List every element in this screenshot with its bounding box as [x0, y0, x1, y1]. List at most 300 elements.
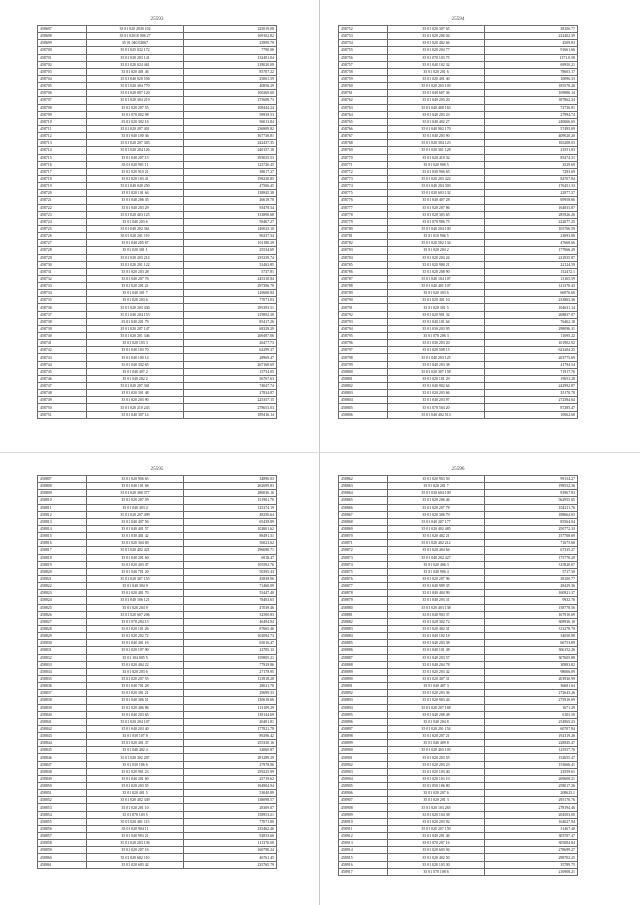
table-row	[339, 397, 578, 404]
record-id-cell: 458911	[339, 825, 388, 832]
table-row	[339, 711, 578, 718]
record-id-cell: 458711	[38, 125, 87, 132]
table-row	[339, 854, 578, 861]
account-code-cell: 35 01 040 204 78	[388, 661, 485, 668]
table-row	[339, 518, 578, 525]
record-id-cell: 458801	[339, 375, 388, 382]
amount-cell: 111376.08	[184, 840, 277, 847]
record-id-cell: 458787	[339, 275, 388, 282]
record-id-cell: 458788	[339, 283, 388, 290]
table-row	[38, 511, 277, 518]
record-id-cell: 458886	[339, 647, 388, 654]
table-row	[339, 690, 578, 697]
record-id-cell: 458777	[339, 204, 388, 211]
amount-cell: 77071.03	[184, 297, 277, 304]
account-code-cell: 35 01 040 203 20	[388, 97, 485, 104]
table-row	[38, 561, 277, 568]
amount-cell: 67335.27	[485, 547, 578, 554]
amount-cell: 77071.80	[184, 818, 277, 825]
account-code-cell: 35 01 020 402 50	[388, 854, 485, 861]
account-code-cell: 35 01 070 002 98	[87, 111, 184, 118]
table-row	[38, 711, 277, 718]
record-id-cell: 458910	[339, 818, 388, 825]
record-id-cell: 458784	[339, 254, 388, 261]
table-row	[38, 768, 277, 775]
record-id-cell: 458848	[38, 768, 87, 775]
amount-cell: 164627.94	[485, 818, 578, 825]
account-code-cell: 35 01 040 203 31	[388, 597, 485, 604]
amount-cell: 58939.53	[184, 111, 277, 118]
record-id-cell: 458899	[339, 740, 388, 747]
amount-cell: 11095.22	[485, 333, 578, 340]
amount-cell: 218020.08	[184, 61, 277, 68]
account-code-cell: 35 01 020 402 66	[388, 40, 485, 47]
table-row	[339, 797, 578, 804]
record-id-cell: 458748	[38, 390, 87, 397]
amount-cell: 285926.26	[485, 211, 578, 218]
account-code-cell: 35 01 040 208 48	[388, 711, 485, 718]
record-id-cell: 458908	[339, 804, 388, 811]
account-code-cell: 35 01 020 307 158	[388, 368, 485, 375]
account-code-cell: 35 01 020 203 23	[388, 761, 485, 768]
amount-cell: 250772.33	[485, 525, 578, 532]
amount-cell: 225357.15	[184, 397, 277, 404]
table-row	[339, 683, 578, 690]
account-code-cell: 35 01 040 402 513	[388, 411, 485, 418]
record-id-cell: 458914	[339, 847, 388, 854]
table-row	[339, 275, 578, 282]
amount-cell: 38100.77	[485, 575, 578, 582]
record-id-cell: 458759	[339, 75, 388, 82]
amount-cell: 28969.47	[184, 354, 277, 361]
amount-cell: 9932.76	[485, 597, 578, 604]
account-code-cell: 35 01 020 302 16	[87, 118, 184, 125]
record-id-cell: 458724	[38, 218, 87, 225]
amount-cell: 268837.07	[485, 311, 578, 318]
table-row	[339, 347, 578, 354]
table-row	[38, 611, 277, 618]
record-id-cell: 458881	[339, 611, 388, 618]
account-code-cell: 35 01 040 101 68	[87, 483, 184, 490]
amount-cell: 71460.09	[184, 583, 277, 590]
amount-cell: 293025.53	[184, 154, 277, 161]
amount-cell: 25534.69	[184, 247, 277, 254]
table-row	[38, 847, 277, 854]
table-row	[38, 583, 277, 590]
account-code-cell: 35 01 030 106 6	[87, 761, 184, 768]
amount-cell: 47506.45	[184, 183, 277, 190]
record-id-cell: 458897	[339, 725, 388, 732]
account-code-cell: 35 01 020 101 64	[87, 190, 184, 197]
table-row	[38, 704, 277, 711]
amount-cell: 46494.94	[184, 618, 277, 625]
amount-cell: 298702.25	[485, 854, 578, 861]
record-id-cell: 458900	[339, 747, 388, 754]
record-id-cell: 458742	[38, 347, 87, 354]
table-row	[38, 554, 277, 561]
account-code-cell: 35 01 030 401 42	[87, 533, 184, 540]
account-code-cell: 35 01 020 301 128	[388, 147, 485, 154]
table-row	[38, 97, 277, 104]
amount-cell: 298096.31	[485, 325, 578, 332]
account-code-cell: 35 01 020 201 154	[388, 725, 485, 732]
amount-cell: 308936.10	[485, 618, 578, 625]
amount-cell: 22977.37	[485, 190, 578, 197]
table-row	[38, 218, 277, 225]
account-code-cell: 35 01 020 204 107	[87, 718, 184, 725]
table-row	[339, 133, 578, 140]
amount-cell: 140023.10	[184, 225, 277, 232]
table-row	[339, 40, 578, 47]
record-id-cell: 458766	[339, 125, 388, 132]
record-id-cell: 458726	[38, 233, 87, 240]
record-id-cell: 458723	[38, 211, 87, 218]
amount-cell: 4509.83	[485, 40, 578, 47]
table-row	[38, 818, 277, 825]
record-id-cell: 458915	[339, 854, 388, 861]
amount-cell: 208623.1	[485, 790, 578, 797]
account-code-cell: 35 01 040 204 303	[388, 183, 485, 190]
amount-cell: 38106.77	[485, 26, 578, 33]
account-code-cell: 35 01 020 301 21	[87, 690, 184, 697]
table-row	[38, 490, 277, 497]
table-row	[339, 61, 578, 68]
record-id-cell: 458830	[38, 640, 87, 647]
table-row	[38, 75, 277, 82]
record-id-cell: 458887	[339, 654, 388, 661]
account-code-cell: 35 01 020 203 28	[87, 268, 184, 275]
account-code-cell: 35 01 040 302 65	[87, 361, 184, 368]
account-code-cell: 35 01 040 205 67	[87, 240, 184, 247]
page-number: 25593	[150, 16, 164, 22]
table-row	[38, 647, 277, 654]
table-row	[339, 718, 578, 725]
record-id-cell: 458754	[339, 40, 388, 47]
page-number: 25595	[150, 466, 164, 472]
amount-cell: 30883.82	[485, 661, 578, 668]
table-row	[339, 675, 578, 682]
amount-cell: 62299.37	[184, 347, 277, 354]
record-id-cell: 458729	[38, 254, 87, 261]
amount-cell: 254965.23	[485, 718, 578, 725]
record-id-cell: 458862	[339, 476, 388, 483]
account-code-cell: 35 01 040 201 46	[388, 833, 485, 840]
record-id-cell: 458838	[38, 697, 87, 704]
account-code-cell: 35 01 020 306 79	[388, 511, 485, 518]
account-code-cell: 35 01 020 107 90	[87, 647, 184, 654]
table-row	[38, 775, 277, 782]
table-row	[339, 725, 578, 732]
amount-cell: 225019.08	[184, 26, 277, 33]
record-id-cell: 458885	[339, 640, 388, 647]
account-code-cell: 35 01 020 402 349	[87, 797, 184, 804]
table-row	[339, 825, 578, 832]
account-code-cell: 35 01 050 106 80	[388, 783, 485, 790]
table-row	[38, 747, 277, 754]
account-code-cell: 35 01 040 104 107	[388, 275, 485, 282]
amount-cell: 259225.99	[184, 768, 277, 775]
table-row	[38, 397, 277, 404]
amount-cell: 87665.46	[184, 625, 277, 632]
table-row	[38, 190, 277, 197]
account-code-cell: 35 01 020 602 110	[87, 854, 184, 861]
account-code-cell: 35 01 020 301 5	[388, 304, 485, 311]
account-code-cell: 35 01 040 701 28	[87, 683, 184, 690]
record-id-cell: 458867	[339, 511, 388, 518]
amount-cell: 5737.81	[184, 268, 277, 275]
record-id-cell: 458799	[339, 361, 388, 368]
amount-cell: 267168.69	[184, 361, 277, 368]
amount-cell: 295393.51	[184, 304, 277, 311]
account-code-cell: 35 01 040 407 28	[388, 197, 485, 204]
table-row	[38, 140, 277, 147]
account-code-cell: 35 01 020 401 5	[87, 790, 184, 797]
table-row	[339, 597, 578, 604]
record-id-cell: 458882	[339, 618, 388, 625]
account-code-cell: 35 01 040 902 64	[388, 383, 485, 390]
account-code-cell: 35 01 020 304 770	[87, 83, 184, 90]
table-row	[38, 26, 277, 33]
record-id-cell: 458814	[38, 525, 87, 532]
table-row	[38, 47, 277, 54]
account-code-cell: 35 01 040 202 427	[388, 554, 485, 561]
amount-cell: 91661.66	[485, 47, 578, 54]
amount-cell: 101902.92	[485, 340, 578, 347]
amount-cell: 286036.16	[184, 490, 277, 497]
table-row	[38, 640, 277, 647]
amount-cell: 152655.47	[485, 754, 578, 761]
account-code-cell: 35 01 040 407 2	[87, 368, 184, 375]
amount-cell: 71917.76	[485, 368, 578, 375]
record-id-cell: 458849	[38, 775, 87, 782]
table-row	[38, 111, 277, 118]
account-code-cell: 35 01 020 103 10	[388, 775, 485, 782]
table-row	[339, 804, 578, 811]
record-id-cell: 458842	[38, 725, 87, 732]
record-id-cell: 458825	[38, 604, 87, 611]
record-id-cell: 458713	[38, 140, 87, 147]
amount-cell: 76462.18	[485, 318, 578, 325]
account-code-cell: 35 01 020 201 119	[87, 233, 184, 240]
record-id-cell: 458829	[38, 633, 87, 640]
table-row	[339, 211, 578, 218]
table-row	[339, 404, 578, 411]
account-code-cell: 35 01 020 403 138	[388, 604, 485, 611]
record-id-cell: 458803	[339, 390, 388, 397]
record-id-cell: 458891	[339, 683, 388, 690]
account-code-cell: 35 01 070 103 75	[388, 54, 485, 61]
record-id-cell: 458895	[339, 711, 388, 718]
table-row	[339, 118, 578, 125]
record-id-cell: 458817	[38, 547, 87, 554]
record-id-cell: 458850	[38, 783, 87, 790]
account-code-cell: 35 01 020 104 38	[388, 811, 485, 818]
table-row	[339, 340, 578, 347]
record-id-cell: 458776	[339, 197, 388, 204]
amount-cell: 34890.03	[184, 476, 277, 483]
amount-cell: 121370.43	[485, 283, 578, 290]
amount-cell: 72736.81	[485, 104, 578, 111]
table-row	[38, 383, 277, 390]
record-id-cell: 458823	[38, 590, 87, 597]
amount-cell: 188664.03	[485, 511, 578, 518]
account-code-cell: 35 01 020 203 42	[388, 668, 485, 675]
table-row	[38, 825, 277, 832]
amount-cell: 22124.59	[485, 261, 578, 268]
amount-cell: 228845.47	[485, 740, 578, 747]
amount-cell: 65439.89	[184, 518, 277, 525]
account-code-cell: 35 01 020 304 69	[87, 540, 184, 547]
amount-cell: 13165.59	[485, 275, 578, 282]
account-code-cell: 35 01 020 203 92	[388, 818, 485, 825]
amount-cell: 132401.04	[184, 54, 277, 61]
account-code-cell: 35 01 020 201 122	[87, 261, 184, 268]
record-id-cell: 458790	[339, 297, 388, 304]
amount-cell: 45838.96	[184, 575, 277, 582]
record-id-cell: 458714	[38, 147, 87, 154]
amount-cell: 278194.46	[485, 804, 578, 811]
record-id-cell: 458751	[38, 411, 87, 418]
record-id-cell: 458795	[339, 333, 388, 340]
record-id-cell: 458841	[38, 718, 87, 725]
record-id-cell: 458775	[339, 190, 388, 197]
amount-cell: 169102.82	[184, 33, 277, 40]
amount-cell: 66976.60	[485, 290, 578, 297]
record-id-cell: 458858	[38, 840, 87, 847]
amount-cell: 7790.06	[184, 47, 277, 54]
table-row	[339, 775, 578, 782]
account-code-cell: 35 01 040 207 76	[87, 275, 184, 282]
amount-cell: 161180.29	[184, 240, 277, 247]
record-id-cell: 458864	[339, 490, 388, 497]
table-row	[339, 111, 578, 118]
table-row	[339, 561, 578, 568]
amount-cell: 102601.62	[184, 525, 277, 532]
account-code-cell: 35 01 020 103 30	[388, 861, 485, 868]
account-code-cell: 35 01 020 207 401	[87, 125, 184, 132]
table-row	[339, 568, 578, 575]
account-code-cell: 35 01 020 206 46	[388, 497, 485, 504]
record-id-cell: 458769	[339, 147, 388, 154]
record-id-cell: 458746	[38, 375, 87, 382]
account-code-cell: 35 01 030 604 109	[388, 490, 485, 497]
amount-cell: 153066.41	[485, 761, 578, 768]
table-row	[38, 518, 277, 525]
table-row	[38, 133, 277, 140]
amount-cell: 272643.26	[485, 690, 578, 697]
table-row	[38, 725, 277, 732]
table-row	[339, 533, 578, 540]
record-id-cell: 458700	[38, 47, 87, 54]
amount-cell: 48250.64	[184, 511, 277, 518]
record-id-cell: 458731	[38, 268, 87, 275]
amount-cell: 65016.47	[184, 640, 277, 647]
amount-cell: 167730.81	[184, 133, 277, 140]
table-row	[339, 754, 578, 761]
account-code-cell: 35 01 020 103 41	[87, 175, 184, 182]
account-code-cell: 35 01 020 407 31	[388, 675, 485, 682]
account-code-cell: 35 01 020 204 2	[388, 247, 485, 254]
account-code-cell: 35 01 020 207 55	[87, 675, 184, 682]
ledger-table	[37, 475, 277, 869]
amount-cell: 123720.45	[184, 161, 277, 168]
account-code-cell: 35 01 020 206 04	[388, 33, 485, 40]
amount-cell: 38017.27	[184, 168, 277, 175]
account-code-cell: 35 01 020 201 10	[87, 804, 184, 811]
account-code-cell: 35 01 020 2030 102	[87, 26, 184, 33]
amount-cell: 222677.25	[485, 218, 578, 225]
table-row	[38, 733, 277, 740]
amount-cell: 22785.13	[184, 647, 277, 654]
record-id-cell: 458796	[339, 340, 388, 347]
amount-cell: 306152.26	[485, 647, 578, 654]
amount-cell: 307605.88	[485, 654, 578, 661]
account-code-cell: 35 01 040 701 20	[87, 568, 184, 575]
account-code-cell: 35 01 020 207 168	[388, 704, 485, 711]
amount-cell: 204503.00	[485, 811, 578, 818]
amount-cell: 98066.09	[485, 668, 578, 675]
table-row	[339, 583, 578, 590]
record-id-cell: 458760	[339, 83, 388, 90]
amount-cell: 26477.73	[184, 340, 277, 347]
record-id-cell: 458717	[38, 168, 87, 175]
record-id-cell: 458792	[339, 311, 388, 318]
account-code-cell: 35 01 010 906 5	[388, 233, 485, 240]
record-id-cell: 458802	[339, 383, 388, 390]
amount-cell: 25061.59	[184, 75, 277, 82]
table-row	[339, 697, 578, 704]
ledger-page-1	[37, 14, 277, 419]
account-code-cell: 35 01 020 904 11	[87, 825, 184, 832]
amount-cell: 269608.21	[485, 775, 578, 782]
ledger-table	[338, 25, 578, 419]
record-id-cell: 458813	[38, 518, 87, 525]
account-code-cell: 35 01 020 410 32	[388, 154, 485, 161]
account-code-cell: 35 01 020 103 3	[87, 340, 184, 347]
table-row	[339, 783, 578, 790]
record-id-cell: 458874	[339, 561, 388, 568]
amount-cell: 233863.36	[485, 297, 578, 304]
table-row	[339, 547, 578, 554]
record-id-cell: 458797	[339, 347, 388, 354]
amount-cell: 1671.29	[485, 704, 578, 711]
record-id-cell: 458782	[339, 240, 388, 247]
table-row	[38, 147, 277, 154]
amount-cell: 313278.70	[485, 625, 578, 632]
account-code-cell: 35 01 020 208 90	[388, 268, 485, 275]
table-row	[38, 804, 277, 811]
record-id-cell: 458835	[38, 675, 87, 682]
record-id-cell: 458698	[38, 33, 87, 40]
amount-cell: 85707.22	[184, 68, 277, 75]
record-id-cell: 458811	[38, 504, 87, 511]
account-code-cell: 35 01 030 906 65	[388, 168, 485, 175]
account-code-cell: 35 01 020 406 86	[87, 704, 184, 711]
account-code-cell: 35 01 040 103 70	[87, 347, 184, 354]
amount-cell: 235239.74	[184, 254, 277, 261]
table-row	[38, 90, 277, 97]
table-row	[339, 868, 578, 875]
amount-cell: 278653.03	[184, 404, 277, 411]
record-id-cell: 458718	[38, 175, 87, 182]
table-row	[38, 797, 277, 804]
amount-cell: 221835.87	[485, 254, 578, 261]
record-id-cell: 458883	[339, 625, 388, 632]
account-code-cell: 35 01 040 403 4	[87, 504, 184, 511]
record-id-cell: 458871	[339, 540, 388, 547]
amount-cell: 84707.84	[485, 175, 578, 182]
amount-cell: 278699.27	[485, 847, 578, 854]
